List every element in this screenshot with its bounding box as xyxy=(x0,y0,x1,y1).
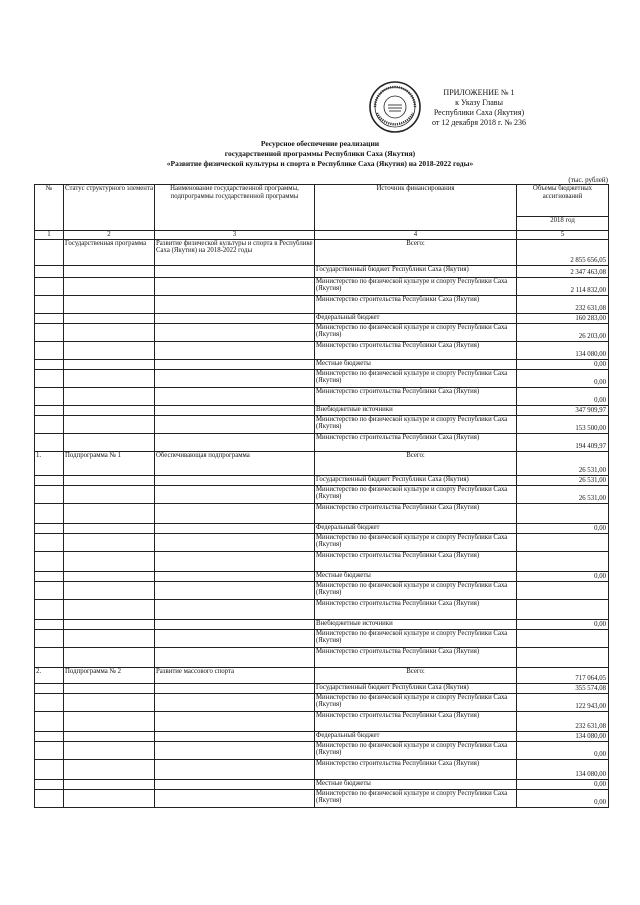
row-name-cell: Обеспечивающая подпрограмма xyxy=(155,451,315,475)
row-status-cell: Подпрограмма № 2 xyxy=(64,667,155,683)
row-value-cell: 232 631,08 xyxy=(517,295,609,313)
row-num-cell xyxy=(35,313,64,323)
row-value-cell: 0,00 xyxy=(517,387,609,405)
table-row xyxy=(35,359,609,369)
row-num-cell xyxy=(35,533,64,551)
row-value-cell xyxy=(517,629,609,647)
row-num-cell xyxy=(35,485,64,503)
row-status-cell xyxy=(64,619,155,629)
table-row xyxy=(35,731,609,741)
row-source-cell: Министерство строительства Республики Саха (Якутия) xyxy=(315,711,517,731)
row-value-cell: 26 203,00 xyxy=(517,323,609,341)
row-name-cell xyxy=(155,485,315,503)
row-value-cell: 26 531,00 xyxy=(517,485,609,503)
row-status-cell xyxy=(64,693,155,711)
row-name-cell xyxy=(155,341,315,359)
row-value-cell: 2 114 832,00 xyxy=(517,277,609,295)
row-status-cell xyxy=(64,629,155,647)
row-num-cell xyxy=(35,405,64,415)
row-value-cell: 0,00 xyxy=(517,571,609,581)
table-row xyxy=(35,523,609,533)
header-num: № xyxy=(35,185,64,231)
row-name-cell xyxy=(155,533,315,551)
table-row xyxy=(35,759,609,779)
heading-line2: государственной программы Республики Саха (Якутия) xyxy=(224,149,416,158)
table-row xyxy=(35,313,609,323)
row-value-cell: 0,00 xyxy=(517,523,609,533)
row-source-cell: Государственный бюджет Республики Саха (Якутия) xyxy=(315,475,517,485)
row-source-cell: Министерство строительства Республики Саха (Якутия) xyxy=(315,433,517,451)
row-value-cell xyxy=(517,599,609,619)
header-year: 2018 год xyxy=(517,217,609,231)
row-name-cell xyxy=(155,433,315,451)
row-value-cell xyxy=(517,551,609,571)
row-name-cell xyxy=(155,295,315,313)
row-name-cell xyxy=(155,693,315,711)
row-source-cell: Министерство по физической культуре и спорту Республики Саха (Якутия) xyxy=(315,693,517,711)
row-name-cell xyxy=(155,629,315,647)
table-row xyxy=(35,239,609,265)
row-num-cell xyxy=(35,581,64,599)
row-name-cell xyxy=(155,647,315,667)
row-status-cell xyxy=(64,779,155,789)
row-name-cell xyxy=(155,523,315,533)
row-value-cell xyxy=(517,503,609,523)
row-value-cell: 0,00 xyxy=(517,619,609,629)
row-num-cell xyxy=(35,683,64,693)
row-name-cell xyxy=(155,741,315,759)
row-source-cell: Министерство по физической культуре и спорту Республики Саха (Якутия) xyxy=(315,741,517,759)
row-status-cell xyxy=(64,741,155,759)
row-name-cell xyxy=(155,789,315,807)
row-status-cell xyxy=(64,759,155,779)
row-status-cell xyxy=(64,523,155,533)
row-source-cell: Министерство строительства Республики Саха (Якутия) xyxy=(315,341,517,359)
colnum-5: 5 xyxy=(517,231,609,240)
row-num-cell xyxy=(35,647,64,667)
row-name-cell xyxy=(155,711,315,731)
row-name-cell xyxy=(155,619,315,629)
row-status-cell xyxy=(64,581,155,599)
row-name-cell xyxy=(155,369,315,387)
row-num-cell xyxy=(35,629,64,647)
table-row xyxy=(35,789,609,807)
row-name-cell: Развитие физической культуры и спорта в Республике Саха (Якутия) на 2018-2022 годы xyxy=(155,239,315,265)
row-status-cell xyxy=(64,359,155,369)
row-num-cell xyxy=(35,759,64,779)
row-value-cell xyxy=(517,581,609,599)
row-source-cell: Министерство по физической культуре и спорту Республики Саха (Якутия) xyxy=(315,581,517,599)
table-row xyxy=(35,667,609,683)
row-source-cell: Министерство по физической культуре и спорту Республики Саха (Якутия) xyxy=(315,629,517,647)
row-num-cell xyxy=(35,387,64,405)
row-status-cell xyxy=(64,341,155,359)
row-value-cell: 194 409,97 xyxy=(517,433,609,451)
document-heading xyxy=(70,139,570,169)
row-value-cell: 122 943,00 xyxy=(517,693,609,711)
row-status-cell xyxy=(64,683,155,693)
row-source-cell: Министерство по физической культуре и спорту Республики Саха (Якутия) xyxy=(315,369,517,387)
row-name-cell xyxy=(155,265,315,277)
row-status-cell xyxy=(64,503,155,523)
row-status-cell xyxy=(64,551,155,571)
row-status-cell xyxy=(64,647,155,667)
row-value-cell: 717 064,05 xyxy=(517,667,609,683)
heading-line1: Ресурсное обеспечение реализации xyxy=(260,139,380,148)
row-name-cell xyxy=(155,323,315,341)
row-name-cell xyxy=(155,475,315,485)
row-status-cell xyxy=(64,295,155,313)
row-source-cell: Министерство строительства Республики Саха (Якутия) xyxy=(315,647,517,667)
row-status-cell: Государственная программа xyxy=(64,239,155,265)
row-source-cell: Всего: xyxy=(315,667,517,683)
row-num-cell xyxy=(35,571,64,581)
colnum-3: 3 xyxy=(155,231,315,240)
row-num-cell xyxy=(35,415,64,433)
row-source-cell: Федеральный бюджет xyxy=(315,313,517,323)
row-value-cell: 0,00 xyxy=(517,741,609,759)
colnum-2: 2 xyxy=(64,231,155,240)
row-source-cell: Министерство строительства Республики Саха (Якутия) xyxy=(315,387,517,405)
header-source: Источник финансирования xyxy=(315,185,517,231)
row-source-cell: Министерство строительства Республики Саха (Якутия) xyxy=(315,759,517,779)
table-row xyxy=(35,405,609,415)
row-value-cell: 232 631,08 xyxy=(517,711,609,731)
row-num-cell xyxy=(35,523,64,533)
row-status-cell xyxy=(64,415,155,433)
row-num-cell xyxy=(35,475,64,485)
table-row xyxy=(35,571,609,581)
row-name-cell xyxy=(155,571,315,581)
row-num-cell xyxy=(35,789,64,807)
row-status-cell xyxy=(64,405,155,415)
row-name-cell xyxy=(155,581,315,599)
row-name-cell xyxy=(155,359,315,369)
row-source-cell: Министерство строительства Республики Саха (Якутия) xyxy=(315,551,517,571)
table-row xyxy=(35,503,609,523)
row-value-cell: 153 500,00 xyxy=(517,415,609,433)
row-status-cell xyxy=(64,789,155,807)
row-name-cell xyxy=(155,313,315,323)
row-value-cell: 134 080,00 xyxy=(517,341,609,359)
row-value-cell xyxy=(517,647,609,667)
row-num-cell xyxy=(35,277,64,295)
table-row xyxy=(35,451,609,475)
row-status-cell xyxy=(64,475,155,485)
row-num-cell: 2. xyxy=(35,667,64,683)
row-source-cell: Всего: xyxy=(315,451,517,475)
row-name-cell xyxy=(155,415,315,433)
table-row xyxy=(35,581,609,599)
row-source-cell: Местные бюджеты xyxy=(315,571,517,581)
header-name: Наименование государственной программы, подпрограммы государственной программы xyxy=(155,185,315,231)
row-source-cell: Государственный бюджет Республики Саха (Якутия) xyxy=(315,265,517,277)
row-num-cell xyxy=(35,503,64,523)
row-name-cell: Развитие массового спорта xyxy=(155,667,315,683)
row-source-cell: Внебюджетные источники xyxy=(315,405,517,415)
row-status-cell xyxy=(64,599,155,619)
row-status-cell xyxy=(64,533,155,551)
row-value-cell: 0,00 xyxy=(517,369,609,387)
row-num-cell xyxy=(35,779,64,789)
row-status-cell xyxy=(64,571,155,581)
row-source-cell: Федеральный бюджет xyxy=(315,523,517,533)
row-source-cell: Местные бюджеты xyxy=(315,359,517,369)
table-row xyxy=(35,475,609,485)
appendix-block xyxy=(425,88,533,128)
colnum-4: 4 xyxy=(315,231,517,240)
official-seal-icon xyxy=(368,80,422,134)
row-name-cell xyxy=(155,277,315,295)
row-value-cell: 2 347 463,08 xyxy=(517,265,609,277)
row-num-cell xyxy=(35,433,64,451)
row-value-cell: 0,00 xyxy=(517,779,609,789)
row-source-cell: Министерство строительства Республики Саха (Якутия) xyxy=(315,295,517,313)
table-row xyxy=(35,647,609,667)
row-value-cell: 26 531,00 xyxy=(517,451,609,475)
table-row xyxy=(35,599,609,619)
row-source-cell: Министерство по физической культуре и спорту Республики Саха (Якутия) xyxy=(315,789,517,807)
table-row xyxy=(35,711,609,731)
table-row xyxy=(35,485,609,503)
table-row xyxy=(35,341,609,359)
table-row xyxy=(35,741,609,759)
row-status-cell xyxy=(64,387,155,405)
row-num-cell xyxy=(35,323,64,341)
row-num-cell xyxy=(35,341,64,359)
row-num-cell xyxy=(35,239,64,265)
heading-line3: «Развитие физической культуры и спорта в Республике Саха (Якутия) на 2018-2022 годы» xyxy=(166,159,474,168)
row-value-cell: 347 909,97 xyxy=(517,405,609,415)
row-num-cell xyxy=(35,369,64,387)
row-source-cell: Министерство по физической культуре и спорту Республики Саха (Якутия) xyxy=(315,485,517,503)
row-num-cell xyxy=(35,711,64,731)
row-status-cell xyxy=(64,313,155,323)
table-row xyxy=(35,619,609,629)
row-source-cell: Государственный бюджет Республики Саха (Якутия) xyxy=(315,683,517,693)
row-name-cell xyxy=(155,759,315,779)
row-status-cell xyxy=(64,485,155,503)
table-row xyxy=(35,369,609,387)
row-source-cell: Внебюджетные источники xyxy=(315,619,517,629)
row-status-cell xyxy=(64,433,155,451)
table-row xyxy=(35,387,609,405)
row-num-cell xyxy=(35,731,64,741)
colnum-1: 1 xyxy=(35,231,64,240)
table-row xyxy=(35,415,609,433)
table-header-row xyxy=(35,185,609,217)
appendix-line3: Республики Саха (Якутия) xyxy=(433,108,525,117)
table-row xyxy=(35,693,609,711)
row-name-cell xyxy=(155,731,315,741)
row-num-cell xyxy=(35,599,64,619)
table-row xyxy=(35,533,609,551)
appendix-line4: от 12 декабря 2018 г. № 236 xyxy=(431,118,527,127)
row-source-cell: Министерство по физической культуре и спорту Республики Саха (Якутия) xyxy=(315,533,517,551)
table-row xyxy=(35,323,609,341)
table-row xyxy=(35,295,609,313)
row-value-cell xyxy=(517,533,609,551)
header-status: Статус структурного элемента xyxy=(64,185,155,231)
row-name-cell xyxy=(155,779,315,789)
row-value-cell: 160 283,00 xyxy=(517,313,609,323)
row-status-cell xyxy=(64,277,155,295)
row-num-cell xyxy=(35,359,64,369)
row-num-cell xyxy=(35,693,64,711)
row-value-cell: 134 080,00 xyxy=(517,759,609,779)
row-value-cell: 0,00 xyxy=(517,359,609,369)
table-row xyxy=(35,629,609,647)
row-num-cell: 1. xyxy=(35,451,64,475)
row-value-cell: 134 080,00 xyxy=(517,731,609,741)
row-status-cell xyxy=(64,369,155,387)
row-source-cell: Министерство по физической культуре и спорту Республики Саха (Якутия) xyxy=(315,323,517,341)
row-name-cell xyxy=(155,683,315,693)
table-row xyxy=(35,683,609,693)
row-num-cell xyxy=(35,551,64,571)
row-value-cell: 26 531,00 xyxy=(517,475,609,485)
row-source-cell: Местные бюджеты xyxy=(315,779,517,789)
row-status-cell xyxy=(64,731,155,741)
row-name-cell xyxy=(155,387,315,405)
header-volume: Объемы бюджетных ассигнований xyxy=(517,185,609,217)
row-status-cell xyxy=(64,265,155,277)
row-status-cell: Подпрограмма № 1 xyxy=(64,451,155,475)
row-source-cell: Министерство по физической культуре и спорту Республики Саха (Якутия) xyxy=(315,415,517,433)
row-source-cell: Министерство по физической культуре и спорту Республики Саха (Якутия) xyxy=(315,277,517,295)
table-row xyxy=(35,779,609,789)
row-name-cell xyxy=(155,599,315,619)
row-source-cell: Министерство строительства Республики Саха (Якутия) xyxy=(315,503,517,523)
table-row xyxy=(35,433,609,451)
row-source-cell: Министерство строительства Республики Саха (Якутия) xyxy=(315,599,517,619)
appendix-line2: к Указу Главы xyxy=(455,98,503,107)
row-num-cell xyxy=(35,295,64,313)
table-row xyxy=(35,551,609,571)
table-row xyxy=(35,277,609,295)
column-numbers-row xyxy=(35,231,609,240)
row-value-cell: 0,00 xyxy=(517,789,609,807)
resource-table xyxy=(34,184,609,808)
row-name-cell xyxy=(155,503,315,523)
row-num-cell xyxy=(35,619,64,629)
row-status-cell xyxy=(64,323,155,341)
row-name-cell xyxy=(155,551,315,571)
unit-label: (тыс. рублей) xyxy=(568,176,608,184)
row-num-cell xyxy=(35,741,64,759)
row-num-cell xyxy=(35,265,64,277)
row-source-cell: Всего: xyxy=(315,239,517,265)
table-row xyxy=(35,265,609,277)
appendix-line1: ПРИЛОЖЕНИЕ № 1 xyxy=(443,88,515,97)
row-source-cell: Федеральный бюджет xyxy=(315,731,517,741)
row-status-cell xyxy=(64,711,155,731)
row-name-cell xyxy=(155,405,315,415)
row-value-cell: 355 574,08 xyxy=(517,683,609,693)
row-value-cell: 2 855 656,05 xyxy=(517,239,609,265)
